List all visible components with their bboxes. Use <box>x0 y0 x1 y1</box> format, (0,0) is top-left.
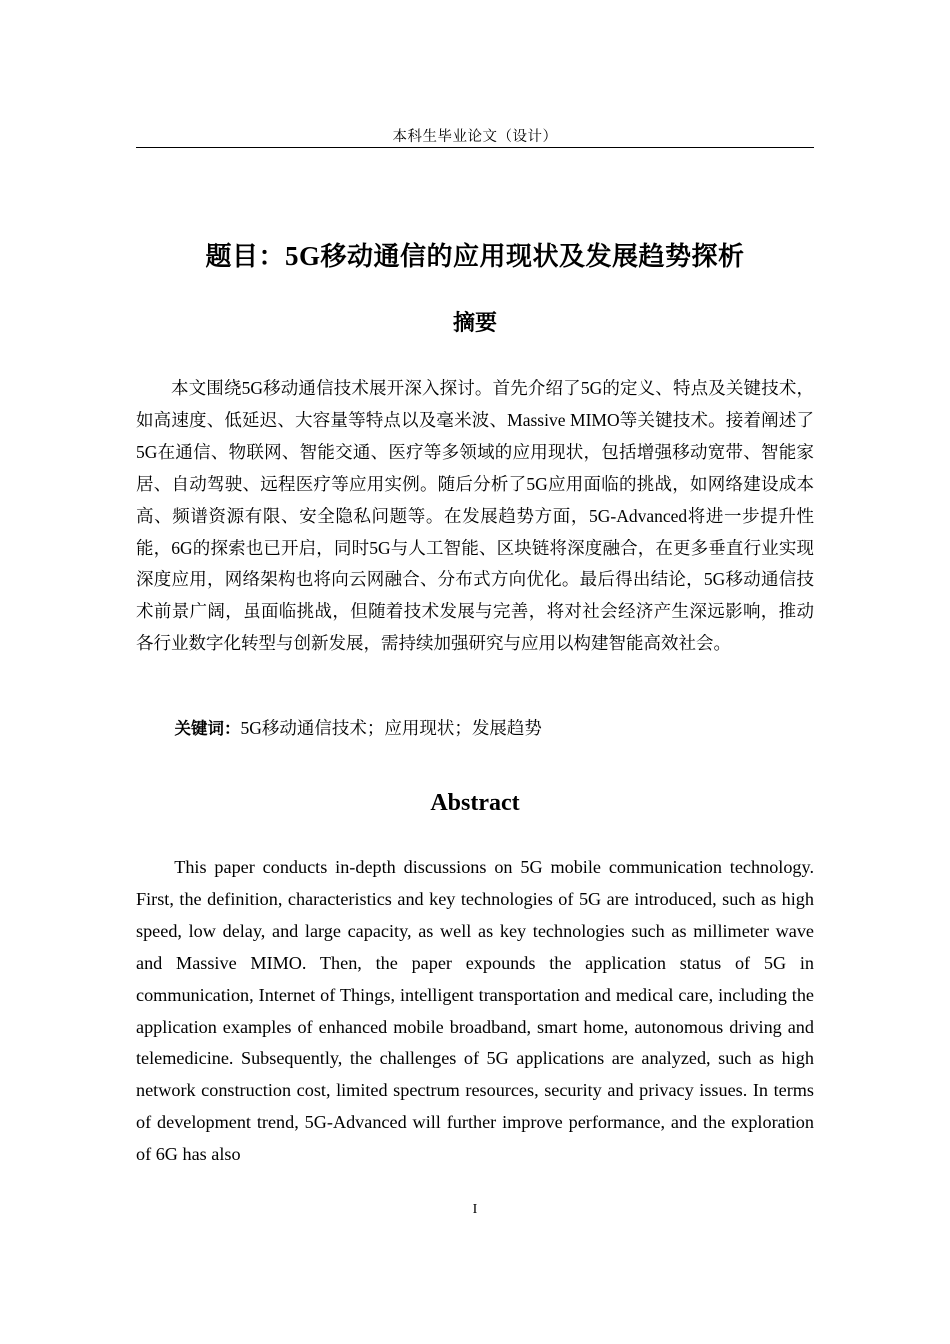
english-abstract-body: This paper conducts in-depth discussions on 5G mobile communication technology. First, the definition, characteristics and key technologies of 5G are introduced, such as high speed, low delay, and large capacity, as well as key technologies such as millimeter wave and Massive MIMO. Then, the paper expounds the application status of 5G in communication, Internet of Things, intelligent transportation and medical care, including the application examples of enhanced mobile broadband, smart home, autonomous driving and telemedicine. Subsequently, the challenges of 5G applications are analyzed, such as high network construction cost, limited spectrum resources, security and privacy issues. In terms of development trend, 5G-Advanced will further improve performance, and the exploration of 6G has also <box>136 857 814 1165</box>
chinese-abstract-body: 本文围绕5G移动通信技术展开深入探讨。首先介绍了5G的定义、特点及关键技术，如高速度、低延迟、大容量等特点以及毫米波、Massive MIMO等关键技术。接着阐述了5G在通信、物联网、智能交通、医疗等多领域的应用现状，包括增强移动宽带、智能家居、自动驾驶、远程医疗等应用实例。随后分析了5G应用面临的挑战，如网络建设成本高、频谱资源有限、安全隐私问题等。在发展趋势方面，5G-Advanced将进一步提升性能，6G的探索也已开启，同时5G与人工智能、区块链将深度融合，在更多垂直行业实现深度应用，网络架构也将向云网融合、分布式方向优化。最后得出结论，5G移动通信技术前景广阔，虽面临挑战，但随着技术发展与完善，将对社会经济产生深远影响，推动各行业数字化转型与创新发展，需持续加强研究与应用以构建智能高效社会。 <box>136 378 814 654</box>
running-header: 本科生毕业论文（设计） <box>392 129 558 145</box>
keywords-line <box>136 713 814 744</box>
keywords-label: 关键词： <box>174 719 241 738</box>
english-abstract-heading: Abstract <box>430 790 520 816</box>
title-prefix: 题目： <box>205 242 285 272</box>
keywords-value: 5G移动通信技术；应用现状；发展趋势 <box>240 718 542 738</box>
title-latin: 5G <box>284 241 321 271</box>
chinese-abstract-heading: 摘要 <box>452 311 497 336</box>
title-rest: 移动通信的应用现状及发展趋势探析 <box>320 242 745 272</box>
header-divider <box>136 147 814 148</box>
thesis-title <box>100 236 850 277</box>
page-number: I <box>472 1202 478 1217</box>
